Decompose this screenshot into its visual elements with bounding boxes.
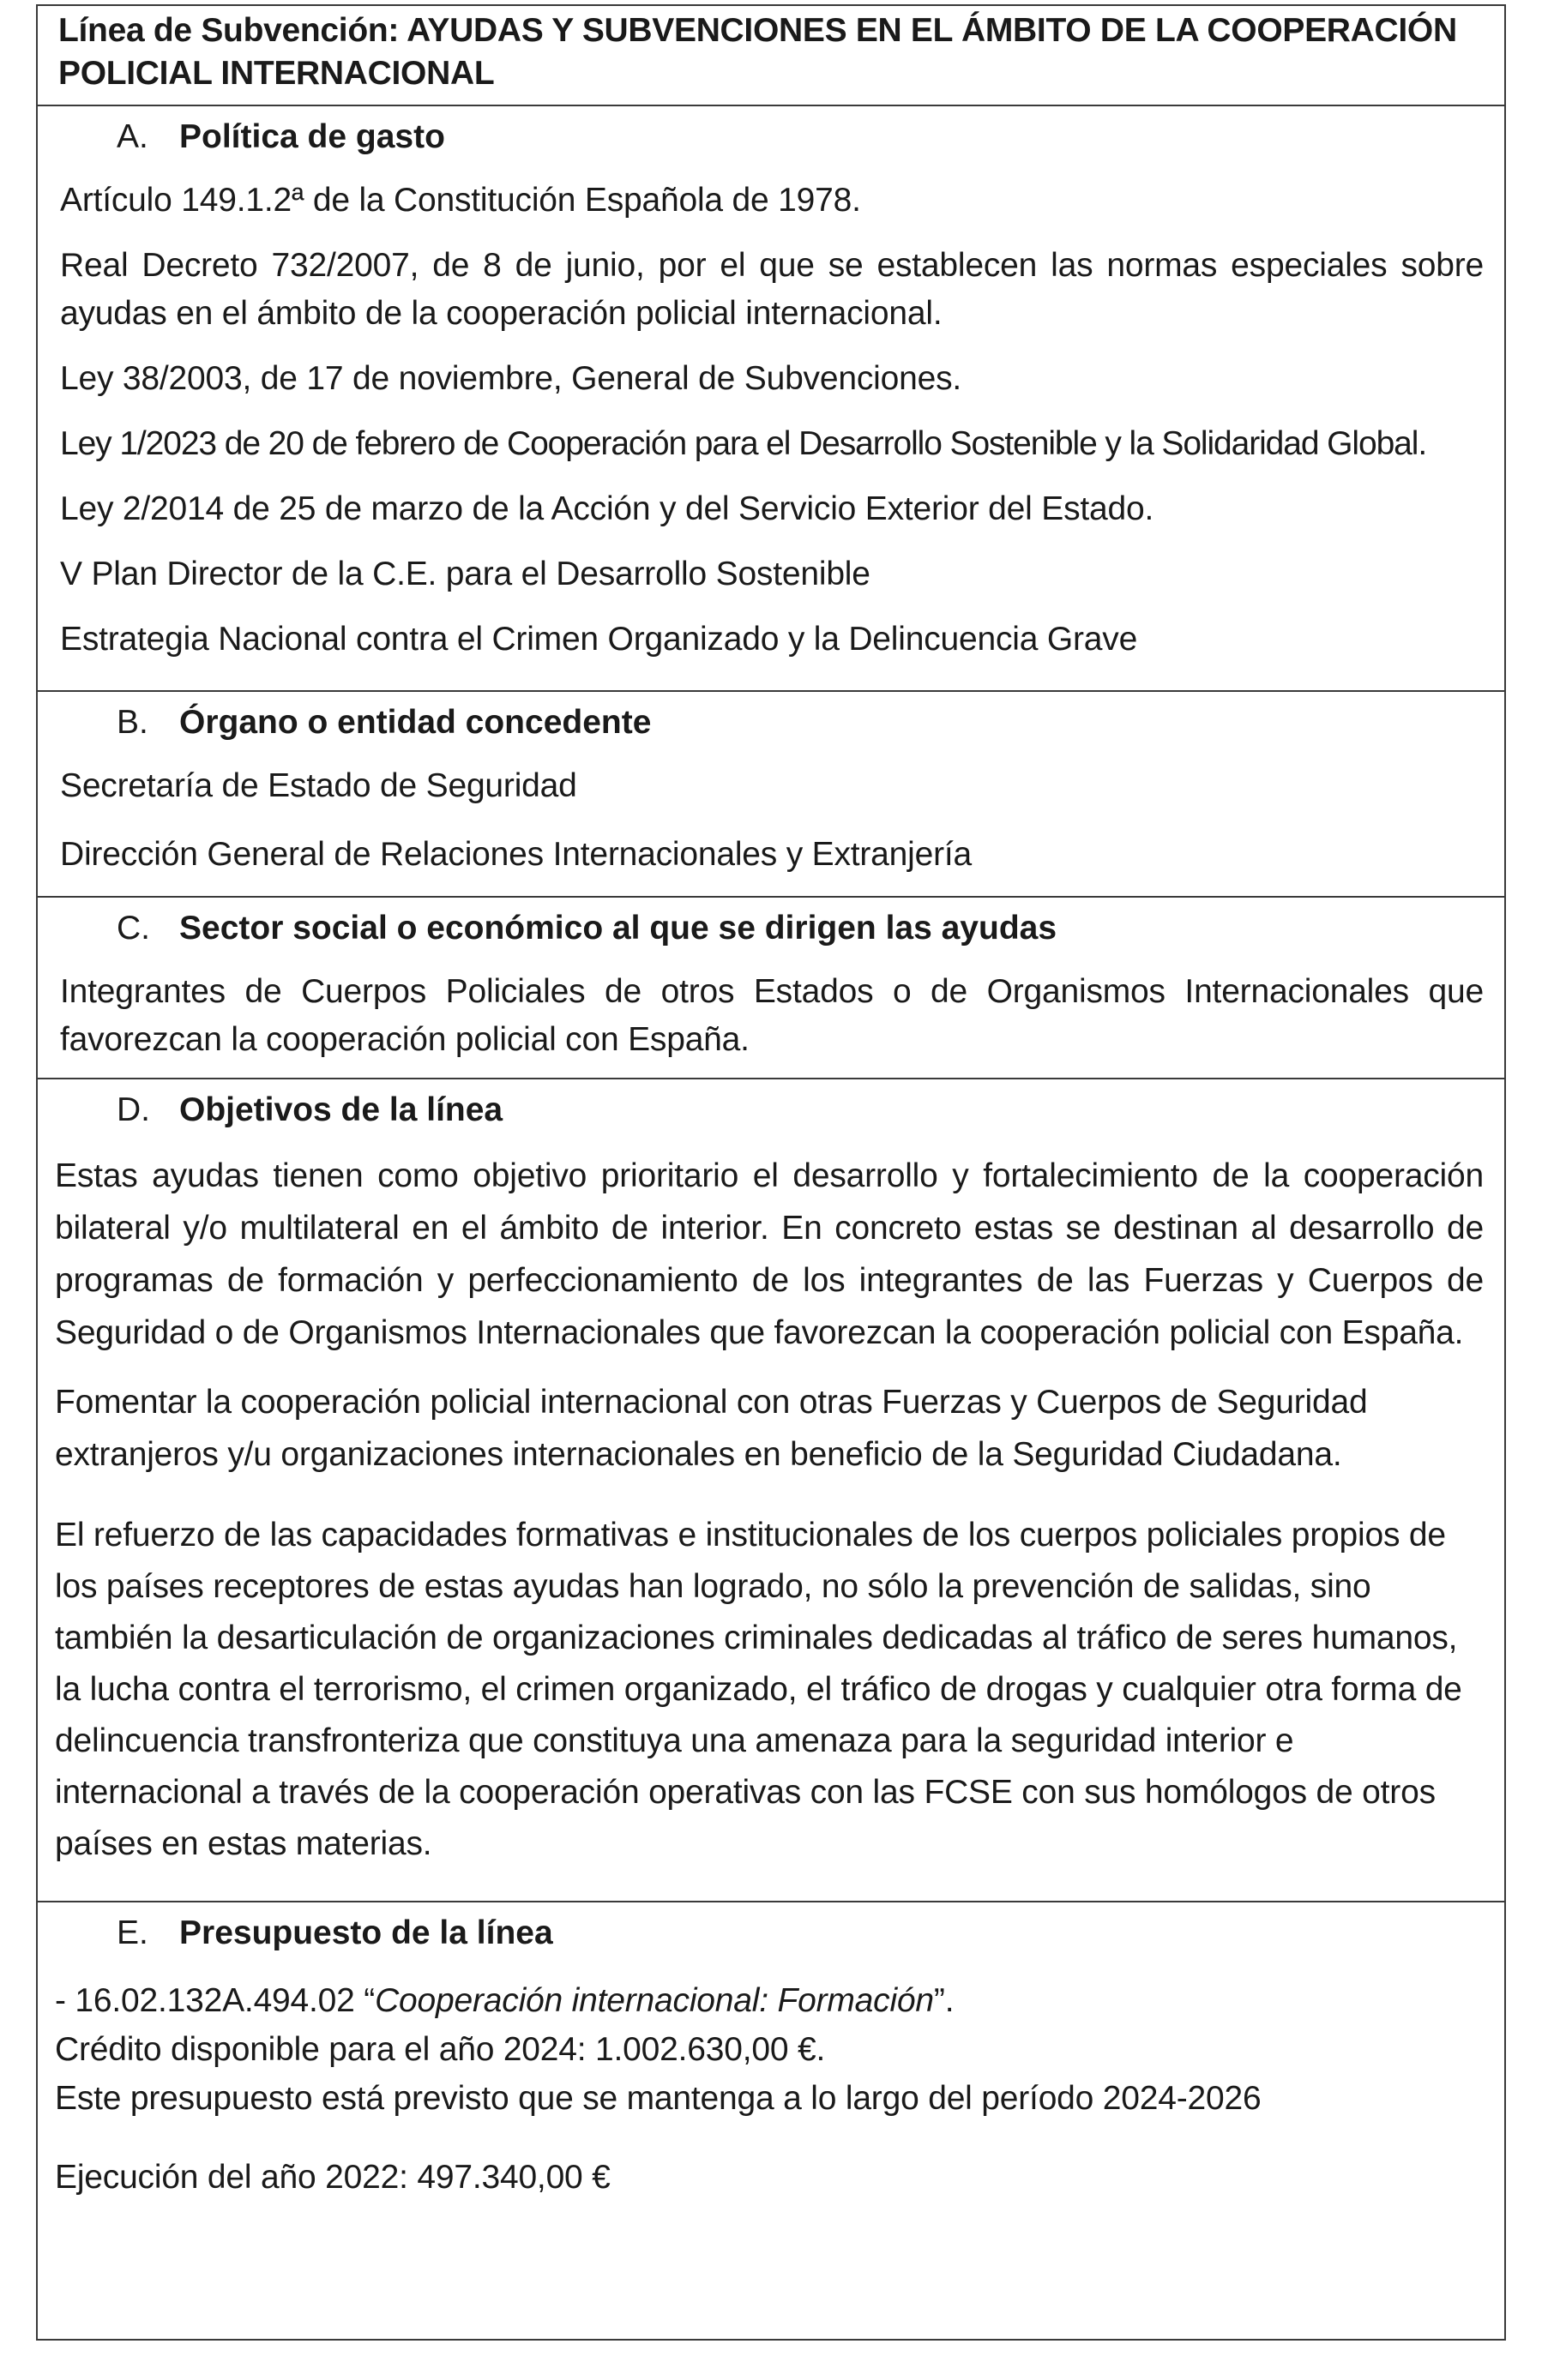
budget-prefix: - 16.02.132A.494.02 “	[55, 1982, 376, 2019]
section-e-letter: E.	[117, 1914, 148, 1951]
policy-item: Estrategia Nacional contra el Crimen Organizado y la Delincuencia Grave	[60, 621, 1138, 658]
section-b-header	[38, 692, 1504, 745]
section-e-heading: Presupuesto de la línea	[179, 1914, 553, 1951]
section-d-heading: Objetivos de la línea	[179, 1091, 503, 1128]
budget-execution: Ejecución del año 2022: 497.340,00 €	[55, 2159, 611, 2196]
budget-line	[55, 1976, 1484, 2025]
objective-item: Estas ayudas tienen como objetivo prioritario el desarrollo y fortalecimiento de la cooperación bilateral y/o multilateral en el ámbito de interior. En concreto estas se destinan al desarrollo de programas de formación y perfeccionamiento de los integrantes de las Fuerzas y Cuerpos de Seguridad o de Organismos Internacionales que favorezcan la cooperación policial con España.	[55, 1157, 1484, 1351]
policy-item: Real Decreto 732/2007, de 8 de junio, por el que se establecen las normas especiales sobre ayudas en el ámbito de la cooperación policial internacional.	[60, 247, 1484, 332]
section-c-body	[38, 968, 1504, 1064]
policy-item: Artículo 149.1.2ª de la Constitución Española de 1978.	[60, 182, 861, 219]
section-a-heading: Política de gasto	[179, 118, 445, 155]
section-d-letter: D.	[117, 1091, 150, 1128]
grantor-item: Secretaría de Estado de Seguridad	[60, 767, 577, 804]
section-d	[38, 1079, 1504, 1902]
section-b	[38, 692, 1504, 898]
section-a-body	[38, 177, 1504, 664]
budget-forecast: Este presupuesto está previsto que se mantenga a lo largo del período 2024-2026	[55, 2080, 1262, 2117]
section-b-body	[38, 762, 1504, 879]
objective-item: El refuerzo de las capacidades formativas e institucionales de los cuerpos policiales propios de los países receptores de estas ayudas han logrado, no sólo la prevención de salidas, sino también la desarticulación de organizaciones criminales dedicadas al tráfico de seres humanos, la lucha contra el terrorismo, el crimen organizado, el tráfico de drogas y cualquier otra forma de delincuencia transfronteriza que constituya una amenaza para la seguridad interior e internacional a través de la cooperación operativas con las FCSE con sus homólogos de otros países en estas materias.	[55, 1517, 1462, 1862]
title-row	[38, 6, 1504, 106]
policy-item: Ley 1/2023 de 20 de febrero de Cooperación para el Desarrollo Sostenible y la Solidaridad Global.	[60, 425, 1427, 462]
budget-credit: Crédito disponible para el año 2024: 1.002.630,00 €.	[55, 2031, 826, 2068]
section-d-header	[38, 1079, 1504, 1133]
section-e-header	[38, 1902, 1504, 1956]
section-e-body	[38, 1976, 1504, 2202]
policy-item: Ley 2/2014 de 25 de marzo de la Acción y del Servicio Exterior del Estado.	[60, 490, 1154, 527]
section-c-letter: C.	[117, 910, 150, 947]
section-b-letter: B.	[117, 704, 148, 741]
budget-suffix: ”.	[933, 1982, 955, 2019]
document-table	[36, 4, 1506, 2341]
objective-item: Fomentar la cooperación policial internacional con otras Fuerzas y Cuerpos de Seguridad extranjeros y/u organizaciones internacionales en beneficio de la Seguridad Ciudadana.	[55, 1384, 1368, 1473]
policy-item: V Plan Director de la C.E. para el Desarrollo Sostenible	[60, 556, 870, 592]
section-b-heading: Órgano o entidad concedente	[179, 704, 652, 741]
section-c	[38, 898, 1504, 1079]
sector-item: Integrantes de Cuerpos Policiales de otros Estados o de Organismos Internacionales que favorezcan la cooperación policial con España.	[60, 973, 1484, 1058]
section-e	[38, 1902, 1504, 2339]
policy-item: Ley 38/2003, de 17 de noviembre, General de Subvenciones.	[60, 360, 962, 397]
section-a	[38, 106, 1504, 692]
section-c-heading: Sector social o económico al que se dirigen las ayudas	[179, 910, 1057, 947]
document-title: Línea de Subvención: AYUDAS Y SUBVENCIONES EN EL ÁMBITO DE LA COOPERACIÓN POLICIAL INTERNACIONAL	[58, 12, 1457, 92]
section-a-header	[38, 106, 1504, 159]
section-a-letter: A.	[117, 118, 148, 155]
grantor-item: Dirección General de Relaciones Internacionales y Extranjería	[60, 836, 973, 873]
section-c-header	[38, 898, 1504, 951]
section-d-body	[38, 1150, 1504, 1870]
budget-concept: Cooperación internacional: Formación	[375, 1982, 934, 2019]
